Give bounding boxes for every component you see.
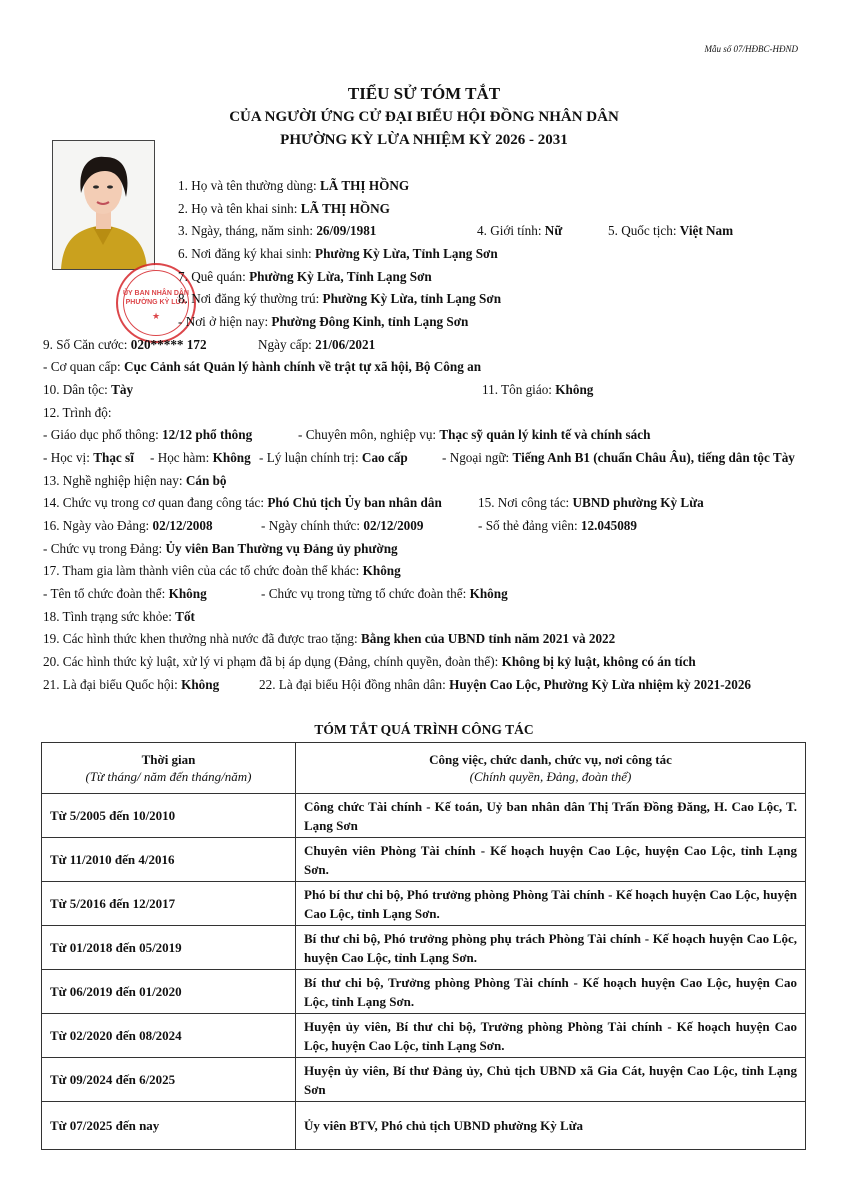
field-organizations: 17. Tham gia làm thành viên của các tổ chức đoàn thể khác: Không bbox=[43, 563, 401, 578]
field-organization-name: - Tên tổ chức đoàn thể: Không bbox=[43, 586, 207, 601]
table-row bbox=[42, 926, 806, 970]
field-organization-position: - Chức vụ trong từng tổ chức đoàn thể: Không bbox=[261, 586, 508, 601]
field-issuing-authority: - Cơ quan cấp: Cục Cảnh sát Quản lý hành chính về trật tự xã hội, Bộ Công an bbox=[43, 359, 482, 374]
field-national-assembly: 21. Là đại biểu Quốc hội: Không bbox=[43, 677, 220, 692]
field-nationality: 5. Quốc tịch: Việt Nam bbox=[608, 223, 734, 238]
field-specialization: - Chuyên môn, nghiệp vụ: Thạc sỹ quản lý kinh tế và chính sách bbox=[298, 427, 651, 442]
form-code: Mẫu số 07/HĐBC-HĐND bbox=[704, 44, 798, 54]
field-birth-name: 2. Họ và tên khai sinh: LÃ THỊ HỒNG bbox=[178, 201, 390, 216]
field-permanent-residence: 8. Nơi đăng ký thường trú: Phường Kỳ Lừa, tỉnh Lạng Sơn bbox=[178, 291, 502, 306]
field-common-name: 1. Họ và tên thường dùng: LÃ THỊ HỒNG bbox=[178, 178, 410, 193]
field-academic-title: - Học hàm: Không bbox=[150, 450, 251, 465]
column-header-description: Công việc, chức danh, chức vụ, nơi công tác (Chính quyền, Đảng, đoàn thể) bbox=[296, 743, 806, 794]
field-degree: - Học vị: Thạc sĩ bbox=[43, 450, 134, 465]
period-cell: Từ 5/2005 đến 10/2010 bbox=[42, 794, 296, 838]
description-cell: Chuyên viên Phòng Tài chính - Kế hoạch huyện Cao Lộc, huyện Cao Lộc, tỉnh Lạng Sơn. bbox=[296, 838, 806, 882]
table-row bbox=[42, 1058, 806, 1102]
period-cell: Từ 01/2018 đến 05/2019 bbox=[42, 926, 296, 970]
table-row bbox=[42, 1014, 806, 1058]
table-row bbox=[42, 1102, 806, 1150]
field-hometown: 7. Quê quán: Phường Kỳ Lừa, Tỉnh Lạng Sơn bbox=[178, 269, 432, 284]
field-current-residence: - Nơi ở hiện nay: Phường Đông Kinh, tỉnh Lạng Sơn bbox=[178, 314, 469, 329]
period-cell: Từ 09/2024 đến 6/2025 bbox=[42, 1058, 296, 1102]
field-gender: 4. Giới tính: Nữ bbox=[477, 223, 563, 238]
table-row bbox=[42, 882, 806, 926]
field-birth-date: 3. Ngày, tháng, năm sinh: 26/09/1981 bbox=[178, 223, 377, 238]
field-council-delegate: 22. Là đại biểu Hội đồng nhân dân: Huyện Cao Lộc, Phường Kỳ Lừa nhiệm kỳ 2021-2026 bbox=[259, 677, 752, 692]
field-political-theory: - Lý luận chính trị: Cao cấp bbox=[259, 450, 408, 465]
field-foreign-language: - Ngoại ngữ: Tiếng Anh B1 (chuẩn Châu Âu), tiếng dân tộc Tày bbox=[442, 450, 795, 465]
field-general-education: - Giáo dục phổ thông: 12/12 phổ thông bbox=[43, 427, 253, 442]
field-id-issue-date: Ngày cấp: 21/06/2021 bbox=[258, 337, 376, 352]
field-workplace: 15. Nơi công tác: UBND phường Kỳ Lừa bbox=[478, 495, 704, 510]
period-cell: Từ 07/2025 đến nay bbox=[42, 1102, 296, 1150]
description-cell: Ủy viên BTV, Phó chủ tịch UBND phường Kỳ Lừa bbox=[296, 1102, 806, 1150]
seal-text-2: PHƯỜNG KỲ LỪA bbox=[125, 299, 187, 306]
seal-text-1: ỦY BAN NHÂN DÂN bbox=[123, 290, 189, 297]
table-header-row bbox=[42, 743, 806, 794]
field-id-number: 9. Số Căn cước: 020***** 172 bbox=[43, 337, 207, 352]
field-discipline: 20. Các hình thức kỷ luật, xử lý vi phạm đã bị áp dụng (Đảng, chính quyền, đoàn thể): Không bị kỷ luật, không có án tích bbox=[43, 654, 696, 669]
field-awards: 19. Các hình thức khen thưởng nhà nước đã được trao tặng: Bằng khen của UBND tỉnh năm 2021 và 2022 bbox=[43, 631, 616, 646]
field-health: 18. Tình trạng sức khỏe: Tốt bbox=[43, 609, 195, 624]
document-subtitle: CỦA NGƯỜI ỨNG CỬ ĐẠI BIỂU HỘI ĐỒNG NHÂN DÂN bbox=[229, 109, 619, 125]
table-row bbox=[42, 838, 806, 882]
work-history-title: TÓM TẮT QUÁ TRÌNH CÔNG TÁC bbox=[314, 722, 534, 737]
field-party-official-date: - Ngày chính thức: 02/12/2009 bbox=[261, 518, 424, 533]
field-education-heading: 12. Trình độ: bbox=[43, 405, 112, 420]
period-cell: Từ 06/2019 đến 01/2020 bbox=[42, 970, 296, 1014]
period-cell: Từ 5/2016 đến 12/2017 bbox=[42, 882, 296, 926]
portrait-photo bbox=[52, 140, 155, 270]
field-birth-registration: 6. Nơi đăng ký khai sinh: Phường Kỳ Lừa, Tỉnh Lạng Sơn bbox=[178, 246, 498, 261]
field-position: 14. Chức vụ trong cơ quan đang công tác: Phó Chủ tịch Ủy ban nhân dân bbox=[43, 495, 442, 510]
field-religion: 11. Tôn giáo: Không bbox=[482, 382, 594, 397]
field-party-position: - Chức vụ trong Đảng: Ủy viên Ban Thường vụ Đảng ủy phường bbox=[43, 541, 398, 556]
description-cell: Bí thư chi bộ, Phó trưởng phòng phụ trách Phòng Tài chính - Kế hoạch huyện Cao Lộc, huyện Cao Lộc, tỉnh Lạng Sơn. bbox=[296, 926, 806, 970]
table-row bbox=[42, 794, 806, 838]
field-ethnicity: 10. Dân tộc: Tày bbox=[43, 382, 134, 397]
column-header-period: Thời gian (Từ tháng/ năm đến tháng/năm) bbox=[42, 743, 296, 794]
field-party-join-date: 16. Ngày vào Đảng: 02/12/2008 bbox=[43, 518, 213, 533]
description-cell: Công chức Tài chính - Kế toán, Uỷ ban nhân dân Thị Trấn Đồng Đăng, H. Cao Lộc, T. Lạng Sơn bbox=[296, 794, 806, 838]
field-party-card-number: - Số thẻ đảng viên: 12.045089 bbox=[478, 518, 637, 533]
description-cell: Bí thư chi bộ, Trưởng phòng Phòng Tài chính - Kế hoạch huyện Cao Lộc, huyện Cao Lộc, tỉnh Lạng Sơn. bbox=[296, 970, 806, 1014]
description-cell: Huyện ủy viên, Bí thư chi bộ, Trưởng phòng Phòng Tài chính - Kế hoạch huyện Cao Lộc, huyện Cao Lộc, tỉnh Lạng Sơn. bbox=[296, 1014, 806, 1058]
period-cell: Từ 11/2010 đến 4/2016 bbox=[42, 838, 296, 882]
description-cell: Huyện ủy viên, Bí thư Đảng ủy, Chủ tịch UBND xã Gia Cát, huyện Cao Lộc, tỉnh Lạng Sơn bbox=[296, 1058, 806, 1102]
document-title: TIỂU SỬ TÓM TẮT bbox=[347, 84, 501, 103]
field-occupation: 13. Nghề nghiệp hiện nay: Cán bộ bbox=[43, 473, 227, 488]
star-icon: ★ bbox=[151, 311, 161, 321]
period-cell: Từ 02/2020 đến 08/2024 bbox=[42, 1014, 296, 1058]
description-cell: Phó bí thư chi bộ, Phó trưởng phòng Phòng Tài chính - Kế hoạch huyện Cao Lộc, huyện Cao Lộc, tỉnh Lạng Sơn. bbox=[296, 882, 806, 926]
table-row bbox=[42, 970, 806, 1014]
document-term: PHƯỜNG KỲ LỪA NHIỆM KỲ 2026 - 2031 bbox=[280, 132, 568, 148]
work-history-table bbox=[41, 742, 806, 1150]
